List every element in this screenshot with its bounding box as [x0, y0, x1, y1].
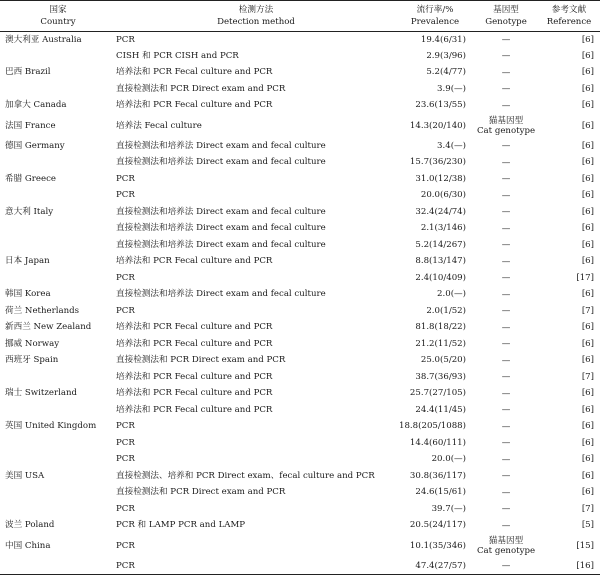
method-cell: PCR [116, 503, 135, 514]
reference-cell: [7] [581, 503, 594, 514]
genotype-cell [474, 65, 538, 82]
reference-cell: [6] [581, 100, 594, 111]
table-row [0, 435, 600, 452]
prevalence-cell: 10.1(35/346) [409, 540, 466, 551]
method-cell: PCR [116, 421, 135, 432]
method-cell: 直接检测法和培养法 Direct exam and fecal culture [116, 223, 326, 234]
country-cell [0, 270, 116, 287]
table-row [0, 65, 600, 82]
genotype-cell [474, 402, 538, 419]
prevalence-cell: 2.4(10/409) [415, 272, 466, 283]
country-cell: 日本 Japan [5, 256, 50, 267]
genotype-text: — [501, 372, 511, 383]
genotype-text: — [501, 405, 511, 416]
method-cell: 培养法和 PCR Fecal culture and PCR [116, 388, 273, 399]
method-cell: CISH 和 PCR CISH and PCR [116, 50, 239, 61]
reference-cell: [6] [581, 157, 594, 168]
genotype-text: — [501, 306, 511, 317]
method-cell: 直接检测法和培养法 Direct exam and fecal culture [116, 157, 326, 168]
table-row [0, 81, 600, 98]
genotype-cell [474, 452, 538, 469]
table-row [0, 353, 600, 370]
genotype-cell [474, 237, 538, 254]
method-cell: PCR [116, 272, 135, 283]
genotype-cell [474, 435, 538, 452]
header-genotype-en: Genotype [485, 17, 527, 27]
method-cell: 直接检测法和 PCR Direct exam and PCR [116, 487, 286, 498]
method-cell: 直接检测法和 PCR Direct exam and PCR [116, 355, 286, 366]
reference-cell: [17] [576, 272, 594, 283]
method-cell: 培养法和 PCR Fecal culture and PCR [116, 322, 273, 333]
country-cell: 英国 United Kingdom [5, 421, 97, 432]
prevalence-cell: 14.3(20/140) [409, 120, 466, 131]
table-row [0, 48, 600, 65]
prevalence-cell: 21.2(11/52) [415, 338, 466, 349]
genotype-cell [474, 270, 538, 287]
reference-cell: [6] [581, 404, 594, 415]
genotype-text: — [501, 141, 511, 152]
table-row [0, 98, 600, 115]
genotype-text: — [501, 223, 511, 234]
country-cell: 韩国 Korea [5, 289, 51, 300]
genotype-text: — [501, 190, 511, 201]
reference-cell: [6] [581, 256, 594, 267]
method-cell: 培养法和 PCR Fecal culture and PCR [116, 338, 273, 349]
table-row [0, 485, 600, 502]
genotype-text: 猫基因型 [488, 536, 524, 546]
prevalence-cell: 15.7(36/230) [409, 157, 466, 168]
method-cell: 直接检测法和 PCR Direct exam and PCR [116, 83, 286, 94]
header-reference-zh: 参考文献 [551, 5, 587, 15]
country-cell: 中国 China [5, 540, 51, 551]
country-cell [0, 435, 116, 452]
genotype-text: — [501, 520, 511, 531]
prevalence-cell: 20.0(—) [431, 454, 466, 465]
prevalence-cell: 81.8(18/22) [415, 322, 466, 333]
header-reference [538, 1, 600, 32]
table-row [0, 468, 600, 485]
table-body [0, 32, 600, 575]
genotype-cell [474, 32, 538, 49]
genotype-cell [474, 558, 538, 575]
country-cell [0, 237, 116, 254]
reference-cell: [6] [581, 83, 594, 94]
reference-cell: [6] [581, 470, 594, 481]
country-cell: 荷兰 Netherlands [5, 305, 80, 316]
prevalence-cell: 20.0(6/30) [420, 190, 466, 201]
prevalence-cell: 14.4(60/111) [409, 437, 466, 448]
method-cell: 直接检测法和培养法 Direct exam and fecal culture [116, 239, 326, 250]
table-row [0, 270, 600, 287]
country-cell [0, 452, 116, 469]
genotype-cell [474, 419, 538, 436]
method-cell: 培养法和 PCR Fecal culture and PCR [116, 256, 273, 267]
country-cell: 澳大利亚 Australia [5, 34, 82, 45]
method-cell: PCR [116, 34, 135, 45]
method-cell: PCR [116, 454, 135, 465]
genotype-text: — [501, 322, 511, 333]
table-row [0, 287, 600, 304]
method-cell: 培养法 Fecal culture [116, 120, 202, 131]
header-reference-en: Reference [546, 17, 592, 27]
table-row [0, 171, 600, 188]
prevalence-cell: 25.0(5/20) [420, 355, 466, 366]
country-cell: 波兰 Poland [5, 520, 55, 531]
genotype-cell [474, 138, 538, 155]
table-row [0, 303, 600, 320]
genotype-cell [474, 287, 538, 304]
country-cell [0, 501, 116, 518]
method-cell: PCR [116, 190, 135, 201]
method-cell: 培养法和 PCR Fecal culture and PCR [116, 371, 273, 382]
genotype-text: — [501, 84, 511, 95]
country-cell [0, 369, 116, 386]
header-method [116, 1, 396, 32]
reference-cell: [6] [581, 190, 594, 201]
method-cell: 培养法和 PCR Fecal culture and PCR [116, 67, 273, 78]
genotype-text: — [501, 207, 511, 218]
genotype-cell [474, 204, 538, 221]
genotype-text: — [501, 273, 511, 284]
country-cell: 意大利 Italy [5, 206, 54, 217]
table-row [0, 221, 600, 238]
prevalence-cell: 31.0(12/38) [415, 173, 466, 184]
reference-cell: [6] [581, 120, 594, 131]
genotype-text: 猫基因型 [488, 116, 524, 126]
table-row [0, 501, 600, 518]
reference-cell: [6] [581, 50, 594, 61]
prevalence-cell: 2.0(1/52) [426, 305, 466, 316]
table-row [0, 254, 600, 271]
header-country [0, 1, 116, 32]
genotype-text: — [501, 438, 511, 449]
country-cell [0, 221, 116, 238]
genotype-cell [474, 155, 538, 172]
genotype-text: — [501, 421, 511, 432]
reference-cell: [16] [538, 558, 600, 575]
reference-cell: [6] [581, 454, 594, 465]
method-cell: 直接检测法和培养法 Direct exam and fecal culture [116, 289, 326, 300]
reference-cell: [6] [581, 421, 594, 432]
country-cell [0, 402, 116, 419]
header-country-en: Country [40, 17, 76, 27]
table-row [0, 32, 600, 49]
header-prevalence-en: Prevalence [410, 17, 460, 27]
country-cell: 巴西 Brazil [5, 67, 51, 78]
prevalence-cell: 30.8(36/117) [409, 470, 466, 481]
genotype-cell [474, 254, 538, 271]
genotype-text: — [501, 388, 511, 399]
prevalence-cell: 5.2(14/267) [415, 239, 466, 250]
genotype-cell [474, 534, 538, 558]
reference-cell: [5] [581, 520, 594, 531]
prevalence-cell: 5.2(4/77) [426, 67, 466, 78]
reference-cell: [6] [581, 322, 594, 333]
reference-cell: [15] [576, 540, 594, 551]
genotype-text: — [501, 100, 511, 111]
genotype-text: — [501, 51, 511, 62]
header-prevalence [396, 1, 474, 32]
prevalence-cell: 47.4(27/57) [396, 558, 474, 575]
country-cell [0, 485, 116, 502]
table-row [0, 369, 600, 386]
country-cell: 德国 Germany [5, 140, 65, 151]
method-cell: PCR [116, 558, 396, 575]
header-country-zh: 国家 [49, 5, 67, 15]
method-cell: PCR 和 LAMP PCR and LAMP [116, 520, 246, 531]
table-header [0, 1, 600, 32]
header-prevalence-zh: 流行率/% [416, 5, 454, 15]
country-cell [0, 188, 116, 205]
table-row [0, 534, 600, 558]
reference-cell: [7] [581, 371, 594, 382]
prevalence-cell: 8.8(13/147) [415, 256, 466, 267]
genotype-cell [474, 369, 538, 386]
table-row [0, 558, 600, 575]
prevalence-cell: 19.4(6/31) [420, 34, 466, 45]
genotype-cell [474, 336, 538, 353]
genotype-cell [474, 81, 538, 98]
table-row [0, 155, 600, 172]
genotype-text: — [501, 240, 511, 251]
genotype-text: — [501, 35, 511, 45]
reference-cell: [6] [581, 338, 594, 349]
country-cell: 西班牙 Spain [5, 355, 59, 366]
reference-cell: [6] [581, 223, 594, 234]
prevalence-cell: 25.7(27/105) [409, 388, 466, 399]
genotype-cell [474, 501, 538, 518]
genotype-text: — [501, 174, 511, 185]
genotype-text: — [501, 454, 511, 465]
reference-cell: [6] [581, 289, 594, 300]
genotype-text: — [501, 289, 511, 300]
prevalence-cell: 32.4(24/74) [415, 206, 466, 217]
genotype-text: — [501, 561, 511, 571]
genotype-cell [474, 468, 538, 485]
prevalence-cell: 2.1(3/146) [420, 223, 466, 234]
country-cell: 希腊 Greece [5, 173, 56, 184]
table-row [0, 386, 600, 403]
genotype-cell [474, 518, 538, 535]
genotype-cell [474, 98, 538, 115]
reference-cell: [6] [581, 388, 594, 399]
header-genotype [474, 1, 538, 32]
method-cell: 培养法和 PCR Fecal culture and PCR [116, 404, 273, 415]
genotype-text-en: Cat genotype [476, 546, 536, 556]
table-row [0, 188, 600, 205]
reference-cell: [6] [581, 437, 594, 448]
genotype-cell [474, 303, 538, 320]
genotype-text-en: Cat genotype [476, 126, 536, 136]
prevalence-cell: 3.4(—) [437, 140, 466, 151]
reference-cell: [6] [581, 67, 594, 78]
genotype-cell [474, 221, 538, 238]
reference-cell: [6] [581, 140, 594, 151]
method-cell: 培养法和 PCR Fecal culture and PCR [116, 100, 273, 111]
genotype-cell [474, 114, 538, 138]
prevalence-cell: 23.6(13/55) [415, 100, 466, 111]
prevalence-cell: 38.7(36/93) [415, 371, 466, 382]
genotype-text: — [501, 256, 511, 267]
header-genotype-zh: 基因型 [493, 5, 519, 15]
genotype-cell [474, 320, 538, 337]
reference-cell: [6] [581, 206, 594, 217]
reference-cell: [6] [581, 173, 594, 184]
table-row [0, 237, 600, 254]
genotype-text: — [501, 157, 511, 168]
genotype-cell [474, 353, 538, 370]
prevalence-cell: 2.0(—) [437, 289, 466, 300]
method-cell: 直接检测法、培养和 PCR Direct exam、fecal culture and PCR [116, 470, 375, 481]
table-row [0, 204, 600, 221]
table-row [0, 518, 600, 535]
table-row [0, 114, 600, 138]
reference-cell: [6] [581, 34, 594, 45]
country-cell [0, 48, 116, 65]
method-cell: 直接检测法和培养法 Direct exam and fecal culture [116, 140, 326, 151]
reference-cell: [7] [581, 305, 594, 316]
header-method-zh: 检测方法 [238, 5, 274, 15]
country-cell: 加拿大 Canada [5, 100, 67, 111]
genotype-cell [474, 485, 538, 502]
country-cell [0, 81, 116, 98]
genotype-cell [474, 386, 538, 403]
country-cell: 瑞士 Switzerland [5, 388, 77, 399]
header-method-en: Detection method [217, 17, 295, 27]
prevalence-cell: 39.7(—) [431, 503, 466, 514]
country-cell: 挪威 Norway [5, 338, 60, 349]
prevalence-cell: 18.8(205/1088) [398, 421, 466, 432]
prevalence-cell: 3.9(—) [437, 83, 466, 94]
country-cell: 美国 USA [5, 470, 45, 481]
table-row [0, 320, 600, 337]
table-row [0, 452, 600, 469]
genotype-text: — [501, 355, 511, 366]
country-cell: 新西兰 New Zealand [5, 322, 92, 333]
genotype-cell [474, 171, 538, 188]
genotype-text: — [501, 504, 511, 515]
genotype-cell [474, 48, 538, 65]
table-row [0, 419, 600, 436]
method-cell: PCR [116, 540, 135, 551]
reference-cell: [6] [581, 487, 594, 498]
table-row [0, 402, 600, 419]
genotype-text: — [501, 471, 511, 482]
genotype-text: — [501, 339, 511, 350]
prevalence-cell: 20.5(24/117) [409, 520, 466, 531]
country-cell [0, 558, 116, 575]
genotype-text: — [501, 487, 511, 498]
prevalence-cell: 24.6(15/61) [415, 487, 466, 498]
genotype-text: — [501, 67, 511, 78]
genotype-cell [474, 188, 538, 205]
country-cell: 法国 France [5, 120, 56, 131]
table-row [0, 336, 600, 353]
country-cell [0, 155, 116, 172]
reference-cell: [6] [581, 355, 594, 366]
table-row [0, 138, 600, 155]
method-cell: PCR [116, 305, 135, 316]
method-cell: 直接检测法和培养法 Direct exam and fecal culture [116, 206, 326, 217]
method-cell: PCR [116, 173, 135, 184]
method-cell: PCR [116, 437, 135, 448]
prevalence-cell: 2.9(3/96) [426, 50, 466, 61]
reference-cell: [6] [581, 239, 594, 250]
prevalence-cell: 24.4(11/45) [415, 404, 466, 415]
